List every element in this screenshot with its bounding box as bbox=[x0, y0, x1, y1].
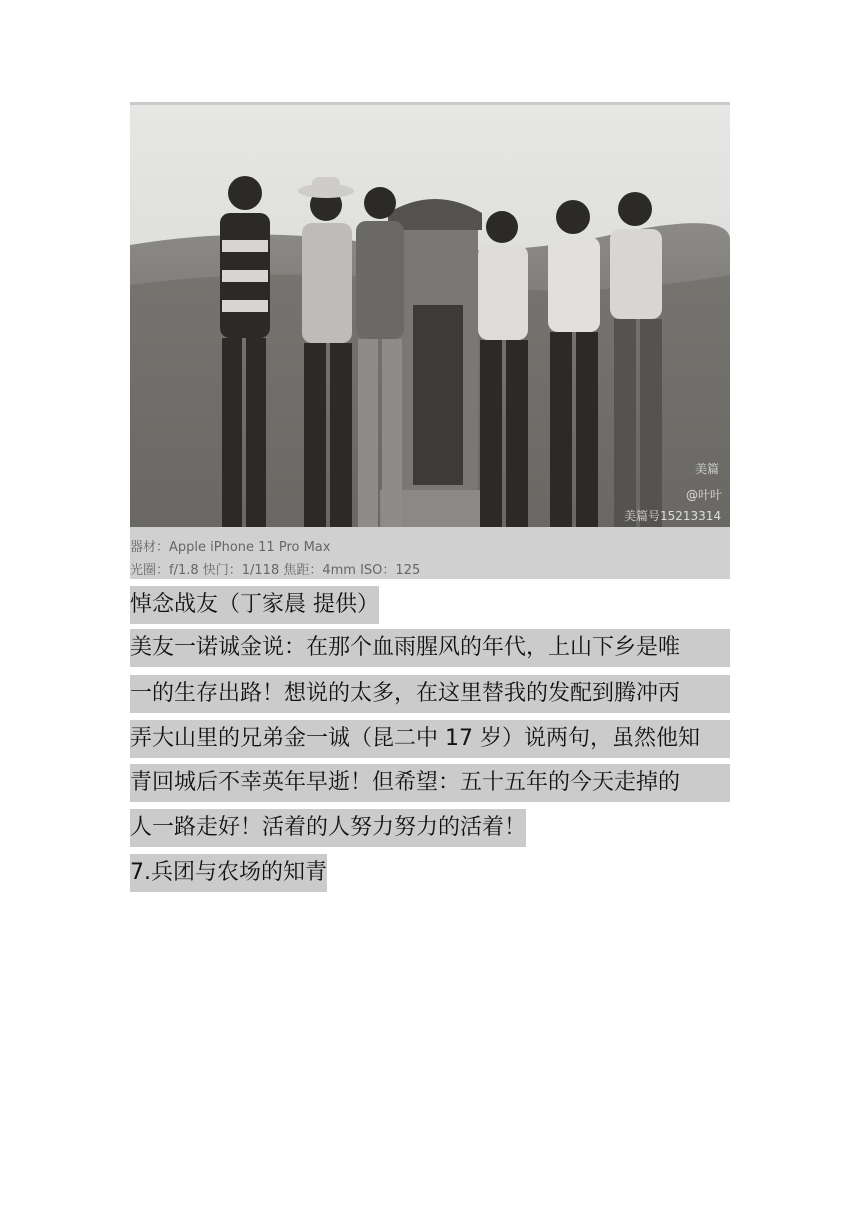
section-heading-text: 7.兵团与农场的知青 bbox=[130, 860, 327, 885]
paragraph-line-text: 人一路走好！活着的人努力努力的活着！ bbox=[130, 815, 527, 840]
photo-caption-text: 悼念战友（丁家晨 提供） bbox=[130, 592, 379, 617]
photo-caption bbox=[130, 586, 379, 624]
paragraph-line-text: 弄大山里的兄弟金一诚（昆二中 17 岁）说两句，虽然他知 bbox=[130, 726, 700, 751]
watermark-handle: @叶叶 bbox=[686, 488, 723, 502]
exif-device-line: 器材：Apple iPhone 11 Pro Max bbox=[130, 540, 331, 555]
watermark-id: 美篇号15213314 bbox=[624, 509, 722, 523]
watermark-brand: 美篇 bbox=[695, 462, 720, 476]
paragraph-line bbox=[130, 720, 730, 758]
paragraph-line-text: 美友一诺诚金说：在那个血雨腥风的年代，上山下乡是唯 bbox=[130, 635, 681, 660]
exif-info bbox=[130, 527, 730, 579]
paragraph-line bbox=[130, 809, 526, 847]
section-heading bbox=[130, 854, 327, 892]
paragraph-line-text: 一的生存出路！想说的太多，在这里替我的发配到腾冲丙 bbox=[130, 681, 681, 706]
paragraph-line bbox=[130, 675, 730, 713]
exif-settings-line: 光圈：f/1.8 快门：1/118 焦距：4mm ISO：125 bbox=[130, 563, 421, 578]
paragraph-line bbox=[130, 764, 730, 802]
paragraph-line-text: 青回城后不幸英年早逝！但希望：五十五年的今天走掉的 bbox=[130, 770, 681, 795]
paragraph-line bbox=[130, 629, 730, 667]
group-photo-illustration bbox=[130, 105, 730, 527]
group-photo bbox=[130, 105, 730, 527]
